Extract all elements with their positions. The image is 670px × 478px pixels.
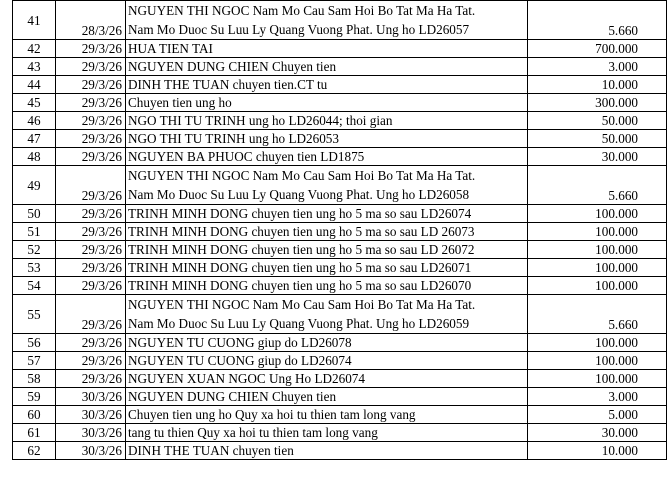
row-description — [126, 442, 528, 460]
row-number: 43 — [13, 58, 56, 76]
row-date: 29/3/26 — [56, 295, 126, 334]
row-amount: 100.000 — [528, 241, 667, 259]
description-line: TRINH MINH DONG chuyen tien ung ho 5 ma so sau LD 26072 — [128, 242, 475, 257]
row-amount: 100.000 — [528, 205, 667, 223]
row-number: 53 — [13, 259, 56, 277]
row-date: 29/3/26 — [56, 241, 126, 259]
row-amount: 100.000 — [528, 334, 667, 352]
row-amount: 30.000 — [528, 148, 667, 166]
row-description — [126, 370, 528, 388]
description-line: NGUYEN THI NGOC Nam Mo Cau Sam Hoi Bo Tat Ma Ha Tat. — [128, 3, 476, 18]
row-description — [126, 223, 528, 241]
row-number: 52 — [13, 241, 56, 259]
row-number: 41 — [13, 1, 56, 40]
row-date: 29/3/26 — [56, 76, 126, 94]
row-amount: 10.000 — [528, 76, 667, 94]
table-row — [13, 352, 667, 370]
table-row — [13, 58, 667, 76]
row-date: 29/3/26 — [56, 166, 126, 205]
donation-table-container — [12, 0, 667, 460]
row-number: 58 — [13, 370, 56, 388]
row-number: 45 — [13, 94, 56, 112]
row-date: 29/3/26 — [56, 205, 126, 223]
row-description — [126, 166, 528, 205]
row-number: 49 — [13, 166, 56, 205]
row-description — [126, 241, 528, 259]
table-row — [13, 442, 667, 460]
description-line: NGUYEN THI NGOC Nam Mo Cau Sam Hoi Bo Tat Ma Ha Tat. — [128, 297, 476, 312]
row-description — [126, 259, 528, 277]
row-date: 29/3/26 — [56, 259, 126, 277]
table-row — [13, 277, 667, 295]
row-description — [126, 406, 528, 424]
description-line: NGUYEN DUNG CHIEN Chuyen tien — [128, 389, 337, 404]
row-amount: 50.000 — [528, 112, 667, 130]
row-amount: 3.000 — [528, 388, 667, 406]
row-date: 30/3/26 — [56, 406, 126, 424]
row-description — [126, 94, 528, 112]
row-amount: 100.000 — [528, 223, 667, 241]
row-date: 29/3/26 — [56, 40, 126, 58]
row-amount: 5.660 — [528, 1, 667, 40]
row-number: 62 — [13, 442, 56, 460]
table-row — [13, 406, 667, 424]
row-amount: 700.000 — [528, 40, 667, 58]
description-line: TRINH MINH DONG chuyen tien ung ho 5 ma so sau LD26070 — [128, 278, 472, 293]
table-row — [13, 295, 667, 334]
table-row — [13, 205, 667, 223]
row-number: 48 — [13, 148, 56, 166]
row-number: 51 — [13, 223, 56, 241]
row-date: 29/3/26 — [56, 130, 126, 148]
row-number: 54 — [13, 277, 56, 295]
row-number: 57 — [13, 352, 56, 370]
row-description — [126, 388, 528, 406]
row-description — [126, 1, 528, 40]
row-number: 42 — [13, 40, 56, 58]
table-row — [13, 76, 667, 94]
table-row — [13, 1, 667, 40]
row-date: 29/3/26 — [56, 112, 126, 130]
table-row — [13, 130, 667, 148]
row-amount: 50.000 — [528, 130, 667, 148]
table-row — [13, 241, 667, 259]
row-amount: 5.000 — [528, 406, 667, 424]
description-line: Nam Mo Duoc Su Luu Ly Quang Vuong Phat. Ung ho LD26057 — [128, 22, 470, 37]
row-description — [126, 205, 528, 223]
row-number: 44 — [13, 76, 56, 94]
row-date: 30/3/26 — [56, 388, 126, 406]
table-row — [13, 424, 667, 442]
description-line: DINH THE TUAN chuyen tien — [128, 443, 294, 458]
row-amount: 300.000 — [528, 94, 667, 112]
table-row — [13, 223, 667, 241]
row-description — [126, 112, 528, 130]
description-line: NGUYEN THI NGOC Nam Mo Cau Sam Hoi Bo Tat Ma Ha Tat. — [128, 168, 476, 183]
table-row — [13, 148, 667, 166]
donation-table-body — [13, 1, 667, 460]
row-date: 29/3/26 — [56, 148, 126, 166]
row-amount: 100.000 — [528, 352, 667, 370]
table-row — [13, 334, 667, 352]
description-line: Chuyen tien ung ho — [128, 95, 232, 110]
row-description — [126, 76, 528, 94]
row-description — [126, 130, 528, 148]
row-number: 55 — [13, 295, 56, 334]
row-description — [126, 58, 528, 76]
row-description — [126, 352, 528, 370]
row-description — [126, 148, 528, 166]
row-date: 29/3/26 — [56, 223, 126, 241]
row-amount: 10.000 — [528, 442, 667, 460]
table-row — [13, 259, 667, 277]
table-row — [13, 94, 667, 112]
description-line: Nam Mo Duoc Su Luu Ly Quang Vuong Phat. Ung ho LD26059 — [128, 316, 470, 331]
description-line: NGO THI TU TRINH ung ho LD26044; thoi gian — [128, 113, 393, 128]
description-line: NGO THI TU TRINH ung ho LD26053 — [128, 131, 339, 146]
row-number: 46 — [13, 112, 56, 130]
description-line: NGUYEN XUAN NGOC Ung Ho LD26074 — [128, 371, 365, 386]
description-line: NGUYEN TU CUONG giup do LD26078 — [128, 335, 352, 350]
row-amount: 30.000 — [528, 424, 667, 442]
row-description — [126, 277, 528, 295]
row-date: 29/3/26 — [56, 58, 126, 76]
row-date: 30/3/26 — [56, 442, 126, 460]
row-description — [126, 334, 528, 352]
description-line: NGUYEN TU CUONG giup do LD26074 — [128, 353, 352, 368]
row-amount: 5.660 — [528, 295, 667, 334]
description-line: HUA TIEN TAI — [128, 41, 213, 56]
row-description — [126, 295, 528, 334]
table-row — [13, 112, 667, 130]
row-number: 47 — [13, 130, 56, 148]
description-line: TRINH MINH DONG chuyen tien ung ho 5 ma so sau LD26071 — [128, 260, 472, 275]
table-row — [13, 388, 667, 406]
description-line: NGUYEN BA PHUOC chuyen tien LD1875 — [128, 149, 365, 164]
description-line: TRINH MINH DONG chuyen tien ung ho 5 ma so sau LD26074 — [128, 206, 472, 221]
description-line: Chuyen tien ung ho Quy xa hoi tu thien tam long vang — [128, 407, 416, 422]
row-date: 29/3/26 — [56, 334, 126, 352]
table-row — [13, 40, 667, 58]
description-line: DINH THE TUAN chuyen tien.CT tu — [128, 77, 328, 92]
row-amount: 3.000 — [528, 58, 667, 76]
row-number: 60 — [13, 406, 56, 424]
row-amount: 100.000 — [528, 370, 667, 388]
row-date: 29/3/26 — [56, 94, 126, 112]
row-date: 28/3/26 — [56, 1, 126, 40]
table-row — [13, 370, 667, 388]
description-line: Nam Mo Duoc Su Luu Ly Quang Vuong Phat. Ung ho LD26058 — [128, 187, 470, 202]
row-number: 61 — [13, 424, 56, 442]
row-number: 59 — [13, 388, 56, 406]
description-line: TRINH MINH DONG chuyen tien ung ho 5 ma so sau LD 26073 — [128, 224, 475, 239]
row-date: 29/3/26 — [56, 352, 126, 370]
description-line: NGUYEN DUNG CHIEN Chuyen tien — [128, 59, 337, 74]
row-number: 50 — [13, 205, 56, 223]
description-line: tang tu thien Quy xa hoi tu thien tam long vang — [128, 425, 378, 440]
donation-table — [12, 0, 667, 460]
row-date: 30/3/26 — [56, 424, 126, 442]
row-date: 29/3/26 — [56, 370, 126, 388]
row-description — [126, 40, 528, 58]
row-amount: 100.000 — [528, 277, 667, 295]
row-amount: 100.000 — [528, 259, 667, 277]
row-number: 56 — [13, 334, 56, 352]
row-amount: 5.660 — [528, 166, 667, 205]
table-row — [13, 166, 667, 205]
row-date: 29/3/26 — [56, 277, 126, 295]
row-description — [126, 424, 528, 442]
